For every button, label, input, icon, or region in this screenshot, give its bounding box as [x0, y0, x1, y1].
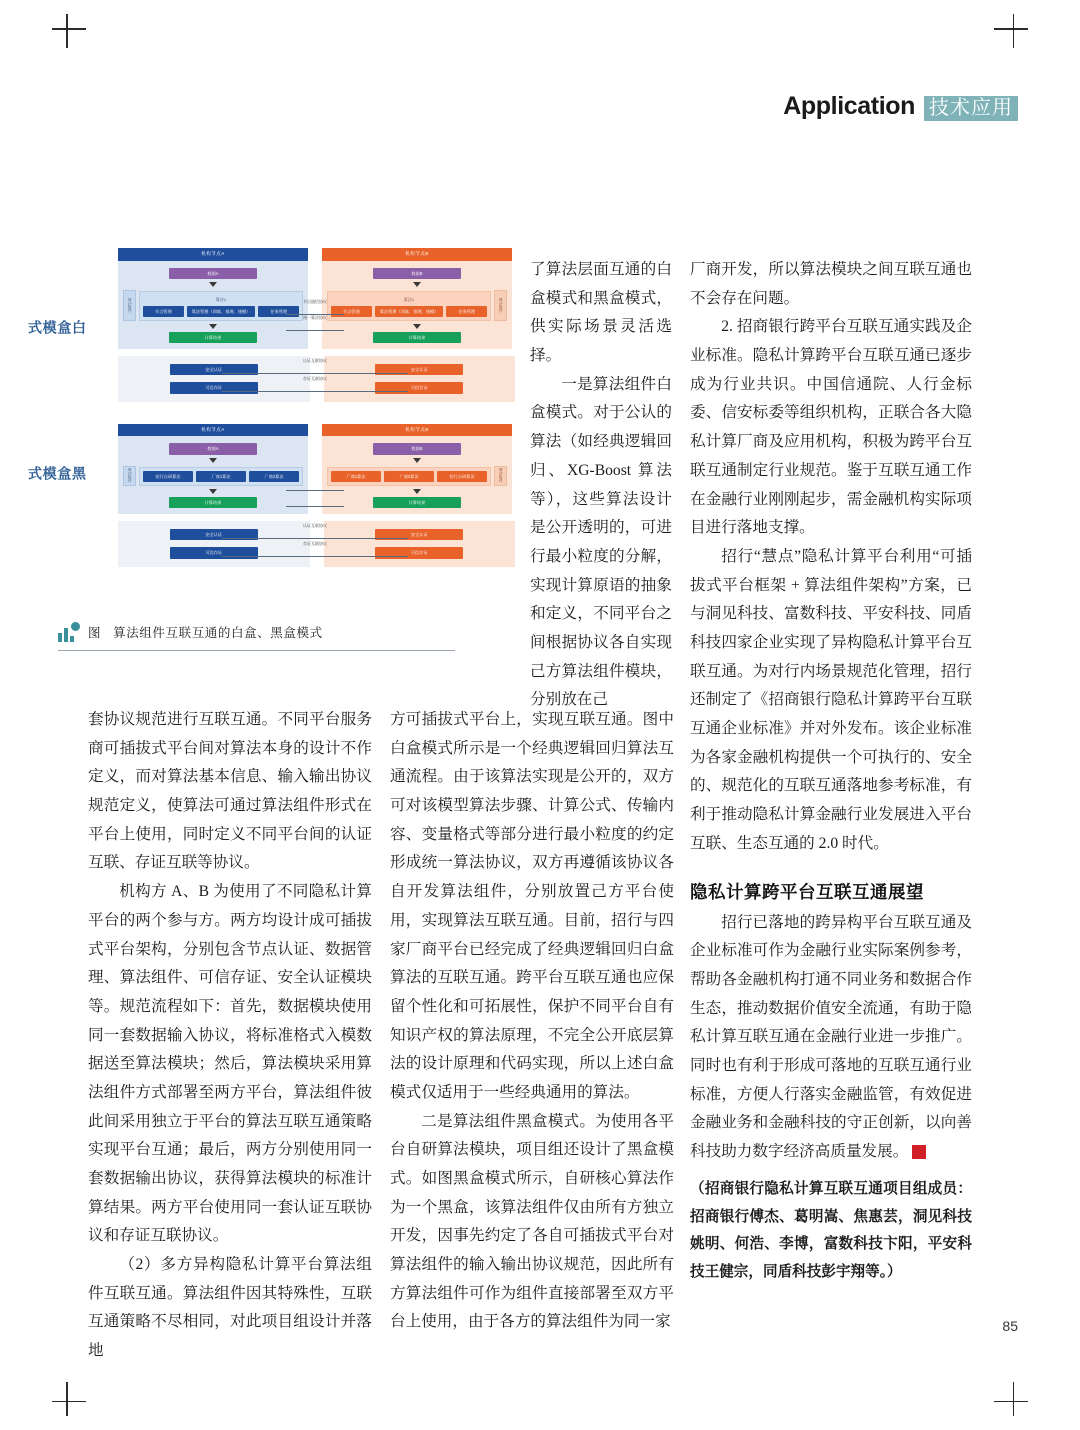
sub-chip: 算法管理（训练、推理、建模） [375, 306, 444, 317]
side-label: 算法组件 [494, 466, 507, 486]
text-column-left [88, 706, 372, 1366]
paragraph: 招行“慧点”隐私计算平台利用“可插拔式平台框架 + 算法组件架构”方案，已与洞见科技、富数科技、平安科技、同盾科技四家企业实现了异构隐私计算平台互联互通。为对行内场景规范化管理，招行还制定了《招商银行隐私计算跨平台互联互通企业标准》并对外发布。该企业标准为各家金融机构提供一个可执行的、安全的、规范化的互联互通落地参考标准，有利于推动隐私计算金融行业发展进入平台互联、生态互通的 2.0 时代。 [690, 547, 972, 852]
chart-logo-icon [58, 622, 80, 642]
result-chip: 计算结果 [373, 497, 461, 508]
data-chip: 数据B [373, 443, 461, 454]
section-heading: 隐私计算跨平台互联互通展望 [690, 882, 924, 903]
sub-chip: 厂商2算法 [384, 471, 434, 482]
paragraph: 套协议规范进行互联互通。不同平台服务商可插拔式平台间对算法本身的设计不作定义，而对算法基本信息、输入输出协议规范定义，使算法可通过算法组件形式在平台上使用，同时定义不同平台间的认证互联、存证互联等协议。 [88, 711, 372, 872]
data-chip: 数据B [373, 268, 461, 279]
paragraph: 一是算法组件白盒模式。对于公认的算法（如经典逻辑回归、XG-Boost 算法等），这些算法设计是公开透明的，可进行最小粒度的分解，实现计算原语的抽象和定义，不同平台之间根据协议各自实现己方算法组件模块，分别放在己 [530, 375, 672, 709]
arrow-down-icon [209, 324, 217, 329]
side-label: 算法组件 [494, 290, 507, 321]
lower-chip: 安全认证 [170, 529, 258, 540]
arrow-down-icon [413, 324, 421, 329]
arrow-down-icon [209, 489, 217, 494]
figure-caption [58, 622, 455, 642]
link-label: 节点通信协议 [303, 299, 327, 304]
sub-chip: 厂商1算法 [331, 471, 381, 482]
sub-chip: 厂商1算法 [196, 471, 246, 482]
lower-chip: 安全认证 [170, 364, 258, 375]
paragraph: 厂商开发，所以算法模块之间互联互通也不会存在问题。 [690, 261, 972, 307]
figure-label-white-box: 白盒模式 [26, 320, 87, 336]
figure-caption-marker: 图 [88, 626, 102, 640]
link-label: 认证互联协议 [303, 358, 327, 364]
panel-header: 机构节点A [118, 424, 308, 437]
black-box-lower-connectors [303, 523, 327, 563]
black-box-lower-right [324, 521, 516, 567]
lower-chip: 可信存证 [170, 382, 258, 393]
data-chip: 数据A [169, 443, 257, 454]
running-head-chinese: 技术应用 [924, 96, 1018, 121]
panel-header: 机构节点B [322, 424, 512, 437]
arrow-down-icon [413, 489, 421, 494]
lower-chip: 可信存证 [375, 382, 463, 393]
white-box-lower-left [118, 356, 310, 402]
lower-chip: 安全认证 [375, 364, 463, 375]
black-box-lower-left [118, 521, 310, 567]
link-label: 统一算法协议 [303, 315, 327, 320]
paragraph: 二是算法组件黑盒模式。为使用各平台自研算法模块，项目组还设计了黑盒模式。如图黑盒模式所示，自研核心算法作为一个黑盒，该算法组件仅由所有方独立开发，因事先约定了各自可插拔式平台对算法组件的输入输出协议规范，因此所有方算法组件可作为组件直接部署至双方平台上使用，由于各方的算法组件为同一家 [390, 1112, 674, 1331]
black-box-connectors [308, 484, 322, 512]
white-box-connectors [303, 299, 327, 336]
sub-chip: 厂商2算法 [249, 471, 299, 482]
result-chip: 计算结果 [169, 497, 257, 508]
arrow-down-icon [209, 282, 217, 287]
paragraph: 了算法层面互通的白盒模式和黑盒模式，供实际场景灵活选择。 [530, 261, 672, 365]
data-chip: 数据A [169, 268, 257, 279]
lower-chip: 可信存证 [170, 547, 258, 558]
running-head-english: Application [783, 92, 915, 120]
page-number: 85 [1002, 1318, 1018, 1334]
sub-chip: 节点管理 [331, 306, 372, 317]
paragraph: 机构方 A、B 为使用了不同隐私计算平台的两个参与方。两方均设计成可插拔式平台架构，分别包含节点认证、数据管理、算法组件、可信存证、安全认证模块等。规范流程如下：首先，数据模块使用同一套数据输入协议，将标准格式入模数据送至算法模块；然后，算法模块采用算法组件方式部署至两方平台，算法组件彼此间采用独立于平台的算法互联互通策略实现平台互通；最后，两方分别使用同一套数据输出协议，获得算法模块的标准计算结果。两方平台使用同一套认证互联协议和存证互联协议。 [88, 883, 372, 1245]
text-column-right [690, 256, 972, 1167]
figure-diagram [118, 248, 515, 567]
running-head [0, 92, 1018, 121]
arrow-down-icon [209, 458, 217, 463]
result-chip: 计算结果 [373, 332, 461, 343]
panel-header: 机构节点A [118, 248, 308, 261]
diagram-white-box-mode [118, 248, 515, 402]
link-label: 存证互联协议 [303, 376, 327, 382]
white-box-lower-right [324, 356, 516, 402]
sub-chip: 任务管理 [258, 306, 299, 317]
black-box-right-node [322, 424, 512, 515]
text-column-middle-top [530, 256, 672, 715]
end-of-article-mark: 介 [912, 1145, 926, 1159]
paragraph-with-end-mark [690, 909, 972, 1167]
credit-note: （招商银行隐私计算互联互通项目组成员：招商银行傅杰、葛明嵩、焦惠芸，洞见科技姚明、何浩、李博，富数科技卞阳，平安科技王健宗，同盾科技彭宇翔等。） [690, 1181, 972, 1281]
side-label: 算法组件 [123, 290, 136, 321]
white-box-left-node [118, 248, 308, 349]
figure-caption-rule [58, 650, 455, 651]
sub-chip: 招行自研算法 [437, 471, 487, 482]
figure-caption-text: 算法组件互联互通的白盒、黑盒模式 [113, 626, 323, 640]
panel-header: 机构节点B [322, 248, 512, 261]
lower-chip: 可信存证 [375, 547, 463, 558]
sub-chip: 算法管理（训练、推理、建模） [187, 306, 256, 317]
text-column-middle-bottom [390, 706, 674, 1337]
inner-title: 算法1 [215, 296, 227, 302]
inner-title: 算法1 [403, 296, 415, 302]
white-box-right-node [322, 248, 512, 349]
sub-chip: 招行自研算法 [143, 471, 193, 482]
black-box-left-node [118, 424, 308, 515]
diagram-black-box-mode [118, 424, 515, 567]
arrow-down-icon [413, 458, 421, 463]
sub-chip: 任务管理 [446, 306, 487, 317]
side-label: 算法组件 [123, 466, 136, 486]
paragraph-text: 招行已落地的跨异构平台互联互通及企业标准可作为金融行业实际案例参考，帮助各金融机构打通不同业务和数据合作生态，推动数据价值安全流通，有助于隐私计算互联互通在金融行业进一步推广。同时也有利于形成可落地的互联互通行业标准，方便人行落实金融监管，有效促进金融业务和金融科技的守正创新，以向善科技助力数字经济高质量发展。 [690, 913, 972, 1161]
lower-chip: 安全认证 [375, 529, 463, 540]
paragraph: 方可插拔式平台上，实现互联互通。图中白盒模式所示是一个经典逻辑回归算法互通流程。由于该算法实现是公开的，双方可对该模型算法步骤、计算公式、传输内容、变量格式等部分进行最小粒度的约定形成统一算法协议，双方再遵循该协议各自开发算法组件，分别放置己方平台使用，实现算法互联互通。目前，招行与四家厂商平台已经完成了经典逻辑回归白盒算法的互联互通。跨平台互联互通也应保留个性化和可拓展性，保护不同平台自有知识产权的算法原理，不完全公开底层算法的设计原理和代码实现，所以上述白盒模式仅适用于一些经典通用的算法。 [390, 711, 674, 1101]
figure-label-black-box: 黑盒模式 [26, 466, 87, 482]
paragraph: 2. 招商银行跨平台互联互通实践及企业标准。隐私计算跨平台互联互通已逐步成为行业共识。中国信通院、人行金标委、信安标委等组织机构，正联合各大隐私计算厂商及应用机构，积极为跨平台互联互通制定行业规范。鉴于互联互通工作在金融行业刚刚起步，需金融机构实际项目进行落地支撑。 [690, 318, 972, 537]
white-box-lower-connectors [303, 358, 327, 398]
paragraph: （2）多方异构隐私计算平台算法组件互联互通。算法组件因其特殊性，互联互通策略不尽相同，对此项目组设计并落地 [88, 1256, 372, 1360]
result-chip: 计算结果 [169, 332, 257, 343]
sub-chip: 节点管理 [143, 306, 184, 317]
arrow-down-icon [413, 282, 421, 287]
link-label: 存证互联协议 [303, 541, 327, 547]
link-label: 认证互联协议 [303, 523, 327, 529]
